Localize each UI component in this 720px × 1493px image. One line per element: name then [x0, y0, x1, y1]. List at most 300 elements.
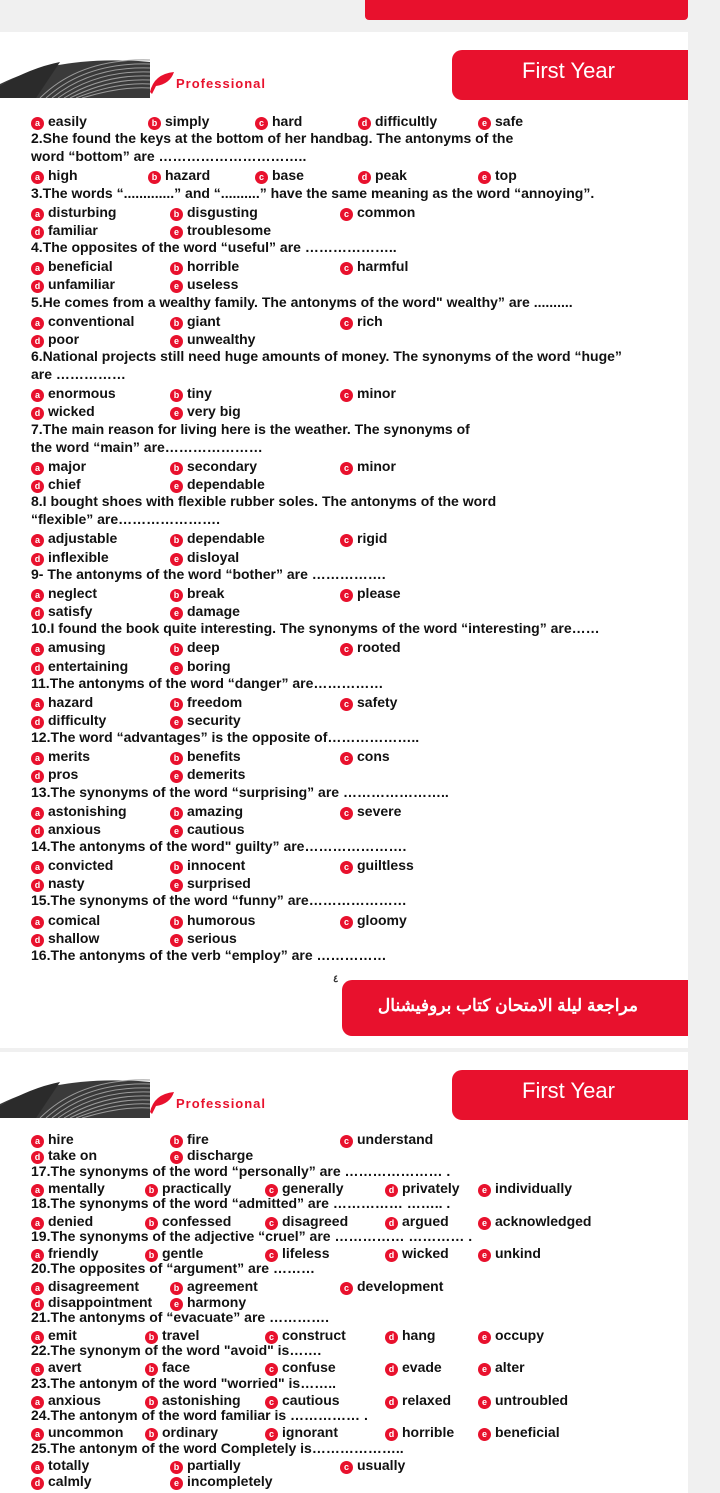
answer-option[interactable] [170, 1147, 253, 1164]
option-label: astonishing [48, 802, 127, 819]
option-label: very big [187, 403, 241, 420]
option-label: alter [495, 1359, 525, 1376]
answer-option[interactable] [170, 385, 212, 402]
answer-option[interactable] [265, 1213, 348, 1230]
option-label: minor [357, 385, 396, 402]
answer-option[interactable] [31, 1457, 89, 1474]
logo-p-icon [148, 70, 178, 101]
answer-option[interactable] [31, 875, 85, 892]
answer-option[interactable] [385, 1424, 454, 1441]
option-letter-badge: a [31, 1428, 44, 1441]
answer-option[interactable] [170, 748, 241, 765]
option-letter-badge: d [31, 1298, 44, 1311]
answer-option[interactable] [385, 1359, 442, 1376]
option-letter-badge: b [145, 1217, 158, 1230]
answer-option[interactable] [31, 204, 116, 221]
question-text: 21.The antonyms of “evacuate” are …………. [31, 1309, 329, 1326]
option-letter-badge: a [31, 171, 44, 184]
option-letter-badge: d [31, 480, 44, 493]
option-letter-badge: e [478, 1184, 491, 1197]
answer-option[interactable] [170, 530, 265, 547]
answer-option[interactable] [31, 167, 78, 184]
answer-option[interactable] [478, 1327, 544, 1344]
option-letter-badge: d [31, 1151, 44, 1164]
answer-option[interactable] [170, 639, 220, 656]
option-letter-badge: b [145, 1249, 158, 1262]
question-text: 9- The antonyms of the word “bother” are ……………. [31, 565, 386, 582]
answer-option[interactable] [385, 1392, 451, 1409]
option-letter-badge: c [265, 1217, 278, 1230]
answer-option[interactable] [170, 276, 238, 293]
answer-option[interactable] [31, 313, 134, 330]
option-letter-badge: d [385, 1363, 398, 1376]
option-letter-badge: c [340, 534, 353, 547]
option-letter-badge: a [31, 1249, 44, 1262]
answer-option[interactable] [170, 313, 220, 330]
question-text: 11.The antonyms of the word “danger” are…………… [31, 674, 384, 691]
option-label: anxious [48, 820, 101, 837]
option-label: horrible [187, 258, 240, 275]
option-letter-badge: e [170, 1477, 183, 1490]
answer-option[interactable] [170, 712, 241, 729]
option-letter-badge: b [170, 317, 183, 330]
option-label: shallow [48, 929, 100, 946]
option-letter-badge: d [31, 553, 44, 566]
option-label: disloyal [187, 548, 240, 565]
answer-option[interactable] [170, 930, 237, 947]
answer-option[interactable] [340, 639, 401, 656]
option-label: construct [282, 1326, 346, 1343]
answer-option[interactable] [145, 1424, 218, 1441]
option-letter-badge: e [170, 770, 183, 783]
option-label: comical [48, 911, 101, 928]
answer-option[interactable] [148, 167, 210, 184]
option-label: freedom [187, 693, 243, 710]
option-label: usually [357, 1457, 406, 1473]
option-letter-badge: c [265, 1363, 278, 1376]
answer-option[interactable] [31, 1473, 92, 1490]
option-letter-badge: d [31, 226, 44, 239]
answer-option[interactable] [145, 1213, 231, 1230]
option-letter-badge: b [170, 1135, 183, 1148]
answer-option[interactable] [31, 694, 93, 711]
answer-option[interactable] [340, 458, 396, 475]
answer-option[interactable] [170, 204, 258, 221]
option-label: hang [402, 1326, 436, 1343]
page-1 [0, 32, 688, 1048]
option-letter-badge: a [31, 1135, 44, 1148]
option-letter-badge: a [31, 807, 44, 820]
option-label: totally [48, 1457, 90, 1473]
option-letter-badge: a [31, 1396, 44, 1409]
option-letter-badge: c [340, 807, 353, 820]
option-letter-badge: a [31, 1363, 44, 1376]
option-letter-badge: d [385, 1331, 398, 1344]
option-letter-badge: e [170, 226, 183, 239]
answer-option[interactable] [170, 476, 265, 493]
answer-option[interactable] [31, 549, 109, 566]
option-label: disagreement [48, 1277, 140, 1294]
option-letter-badge: d [385, 1428, 398, 1441]
question-text: 13.The synonyms of the word “surprising” are ………………….. [31, 783, 449, 800]
answer-option[interactable] [31, 639, 106, 656]
answer-option[interactable] [170, 694, 242, 711]
answer-option[interactable] [340, 1457, 405, 1474]
option-letter-badge: c [340, 462, 353, 475]
answer-option[interactable] [478, 113, 523, 130]
answer-option[interactable] [31, 766, 78, 783]
answer-option[interactable] [31, 276, 115, 293]
option-label: difficultly [375, 113, 438, 129]
option-label: avert [48, 1359, 82, 1376]
option-letter-badge: b [170, 589, 183, 602]
option-label: astonishing [162, 1391, 241, 1408]
option-letter-badge: d [31, 1477, 44, 1490]
answer-option[interactable] [31, 458, 86, 475]
option-letter-badge: c [265, 1428, 278, 1441]
option-label: simply [165, 113, 210, 129]
option-label: guiltless [357, 857, 414, 874]
option-label: convicted [48, 857, 114, 874]
option-label: easily [48, 113, 87, 129]
option-label: peak [375, 167, 407, 184]
answer-option[interactable] [340, 204, 415, 221]
option-label: giant [187, 312, 221, 329]
option-label: calmly [48, 1473, 92, 1490]
answer-option[interactable] [31, 1278, 139, 1295]
option-letter-badge: e [170, 716, 183, 729]
answer-option[interactable] [170, 549, 239, 566]
option-letter-badge: d [31, 934, 44, 947]
question-text: 4.The opposites of the word “useful” are ……………….. [31, 239, 397, 256]
option-letter-badge: d [31, 607, 44, 620]
answer-option[interactable] [255, 113, 302, 130]
option-letter-badge: e [478, 117, 491, 130]
option-letter-badge: e [170, 934, 183, 947]
option-label: boring [187, 657, 231, 674]
option-label: generally [282, 1179, 344, 1196]
answer-option[interactable] [170, 912, 255, 929]
option-label: agreement [187, 1277, 258, 1294]
answer-option[interactable] [31, 930, 99, 947]
answer-option[interactable] [170, 1457, 241, 1474]
answer-option[interactable] [31, 385, 116, 402]
option-letter-badge: c [255, 171, 268, 184]
option-letter-badge: e [478, 1249, 491, 1262]
option-letter-badge: b [170, 698, 183, 711]
option-label: nasty [48, 875, 85, 892]
option-letter-badge: a [31, 117, 44, 130]
option-label: amusing [48, 639, 106, 656]
option-letter-badge: c [340, 262, 353, 275]
option-letter-badge: b [170, 752, 183, 765]
answer-option[interactable] [478, 1424, 560, 1441]
option-label: wicked [402, 1245, 449, 1262]
answer-option[interactable] [340, 748, 390, 765]
option-label: familiar [48, 221, 98, 238]
option-label: damage [187, 603, 240, 620]
option-letter-badge: c [340, 1282, 353, 1295]
option-letter-badge: e [478, 1363, 491, 1376]
option-letter-badge: c [265, 1331, 278, 1344]
option-letter-badge: d [385, 1184, 398, 1197]
option-letter-badge: b [170, 643, 183, 656]
option-label: friendly [48, 1245, 99, 1262]
option-letter-badge: b [148, 117, 161, 130]
answer-option[interactable] [145, 1359, 190, 1376]
option-label: relaxed [402, 1391, 452, 1408]
answer-option[interactable] [385, 1327, 435, 1344]
answer-option[interactable] [340, 857, 414, 874]
answer-option[interactable] [31, 1213, 93, 1230]
answer-option[interactable] [31, 658, 128, 675]
answer-option[interactable] [31, 1424, 123, 1441]
answer-option[interactable] [255, 167, 304, 184]
answer-option[interactable] [31, 222, 98, 239]
option-letter-badge: e [170, 607, 183, 620]
option-label: tiny [187, 385, 212, 402]
answer-option[interactable] [170, 458, 257, 475]
answer-option[interactable] [170, 658, 231, 675]
answer-option[interactable] [385, 1213, 449, 1230]
answer-option[interactable] [170, 766, 245, 783]
option-label: hazard [48, 693, 94, 710]
option-letter-badge: a [31, 317, 44, 330]
option-letter-badge: d [385, 1249, 398, 1262]
option-label: humorous [187, 911, 256, 928]
question-text: 16.The antonyms of the verb “employ” are …………… [31, 946, 387, 963]
option-label: mentally [48, 1179, 105, 1196]
option-label: dependable [187, 476, 265, 492]
answer-option[interactable] [478, 1213, 591, 1230]
option-label: occupy [495, 1326, 545, 1343]
option-letter-badge: b [170, 262, 183, 275]
answer-option[interactable] [170, 258, 239, 275]
logo-text: Professional [176, 1096, 267, 1111]
option-letter-badge: a [31, 589, 44, 602]
answer-option[interactable] [358, 113, 437, 130]
option-label: chief [48, 476, 81, 492]
question-text: 8.I bought shoes with flexible rubber soles. The antonyms of the word [31, 493, 497, 510]
answer-option[interactable] [170, 331, 255, 348]
option-label: beneficial [48, 258, 113, 275]
answer-option[interactable] [170, 857, 245, 874]
answer-option[interactable] [31, 803, 127, 820]
year-banner [452, 50, 688, 100]
option-label: secondary [187, 457, 258, 474]
option-label: high [48, 167, 78, 184]
option-letter-badge: a [31, 534, 44, 547]
option-label: rooted [357, 639, 401, 656]
option-label: troublesome [187, 221, 272, 238]
answer-option[interactable] [170, 403, 241, 420]
answer-option[interactable] [170, 1473, 273, 1490]
top-red-tab [365, 0, 688, 20]
option-letter-badge: e [170, 825, 183, 838]
option-label: rich [357, 312, 383, 329]
option-letter-badge: c [340, 916, 353, 929]
option-letter-badge: d [31, 280, 44, 293]
answer-option[interactable] [170, 1278, 258, 1295]
option-label: harmful [357, 258, 409, 275]
option-label: evade [402, 1359, 442, 1376]
answer-option[interactable] [31, 403, 95, 420]
answer-option[interactable] [170, 875, 251, 892]
answer-option[interactable] [31, 476, 81, 493]
answer-option[interactable] [31, 258, 113, 275]
option-letter-badge: b [170, 208, 183, 221]
answer-option[interactable] [478, 1180, 572, 1197]
option-label: amazing [187, 802, 244, 819]
answer-option[interactable] [265, 1359, 336, 1376]
option-label: disappointment [48, 1294, 153, 1310]
answer-option[interactable] [340, 1278, 443, 1295]
answer-option[interactable] [340, 803, 401, 820]
option-label: hard [272, 113, 303, 129]
option-letter-badge: a [31, 752, 44, 765]
option-letter-badge: e [478, 1217, 491, 1230]
option-label: entertaining [48, 657, 129, 674]
answer-option[interactable] [31, 530, 117, 547]
page-header [0, 32, 688, 92]
option-letter-badge: c [340, 698, 353, 711]
option-letter-badge: b [170, 861, 183, 874]
answer-option[interactable] [478, 1245, 541, 1262]
option-label: top [495, 167, 517, 184]
question-text: 17.The synonyms of the word “personally” are ………………… . [31, 1162, 451, 1179]
option-letter-badge: d [31, 770, 44, 783]
option-letter-badge: a [31, 1331, 44, 1344]
answer-option[interactable] [340, 912, 407, 929]
answer-option[interactable] [170, 603, 240, 620]
answer-option[interactable] [31, 1359, 81, 1376]
option-label: emit [48, 1326, 77, 1343]
option-label: individually [495, 1179, 573, 1196]
option-label: acknowledged [495, 1212, 592, 1229]
option-label: enormous [48, 385, 116, 402]
option-label: take on [48, 1147, 98, 1164]
answer-option[interactable] [358, 167, 407, 184]
option-label: understand [357, 1131, 434, 1147]
option-letter-badge: d [358, 171, 371, 184]
option-label: partially [187, 1457, 241, 1473]
option-label: innocent [187, 857, 246, 874]
option-letter-badge: a [31, 1461, 44, 1474]
answer-option[interactable] [31, 113, 87, 130]
option-label: satisfy [48, 603, 93, 620]
option-label: demerits [187, 766, 246, 783]
option-label: surprised [187, 875, 251, 892]
answer-option[interactable] [31, 748, 90, 765]
option-letter-badge: c [340, 861, 353, 874]
option-label: cautious [187, 820, 245, 837]
option-letter-badge: a [31, 1184, 44, 1197]
option-letter-badge: d [358, 117, 371, 130]
option-label: wicked [48, 403, 95, 420]
answer-option[interactable] [170, 803, 243, 820]
answer-option[interactable] [31, 585, 97, 602]
answer-option[interactable] [478, 1392, 568, 1409]
option-label: conventional [48, 312, 135, 329]
answer-option[interactable] [340, 1131, 433, 1148]
option-letter-badge: e [170, 480, 183, 493]
option-label: hazard [165, 167, 211, 184]
answer-option[interactable] [340, 313, 383, 330]
answer-option[interactable] [340, 585, 401, 602]
option-letter-badge: d [31, 825, 44, 838]
logo-text: Professional [176, 76, 267, 91]
answer-option[interactable] [478, 1359, 525, 1376]
option-label: ordinary [162, 1424, 219, 1441]
answer-option[interactable] [170, 222, 271, 239]
option-letter-badge: c [340, 752, 353, 765]
question-text: 23.The antonym of the word "worried" is…….. [31, 1374, 336, 1391]
option-label: safe [495, 113, 524, 129]
answer-option[interactable] [170, 821, 245, 838]
answer-option[interactable] [31, 1147, 97, 1164]
answer-option[interactable] [31, 1131, 74, 1148]
question-text: 18.The synonyms of the word “admitted” are …………… …….. . [31, 1195, 451, 1212]
question-text: are …………… [31, 366, 126, 383]
answer-option[interactable] [31, 821, 101, 838]
option-label: fire [187, 1131, 209, 1147]
option-letter-badge: d [31, 716, 44, 729]
option-letter-badge: d [31, 879, 44, 892]
answer-option[interactable] [31, 331, 79, 348]
option-letter-badge: a [31, 462, 44, 475]
option-label: deep [187, 639, 220, 656]
answer-option[interactable] [170, 1131, 209, 1148]
answer-option[interactable] [31, 712, 106, 729]
option-letter-badge: e [478, 1428, 491, 1441]
answer-option[interactable] [265, 1424, 338, 1441]
option-letter-badge: c [255, 117, 268, 130]
answer-option[interactable] [340, 694, 397, 711]
answer-option[interactable] [31, 603, 92, 620]
option-letter-badge: a [31, 916, 44, 929]
answer-option[interactable] [148, 113, 209, 130]
option-letter-badge: e [170, 1151, 183, 1164]
option-letter-badge: a [31, 389, 44, 402]
option-letter-badge: d [31, 662, 44, 675]
option-label: ignorant [282, 1424, 338, 1441]
option-label: discharge [187, 1147, 254, 1164]
page-2 [0, 1052, 688, 1493]
answer-option[interactable] [31, 857, 113, 874]
answer-option[interactable] [340, 530, 387, 547]
option-label: face [162, 1359, 191, 1376]
option-letter-badge: e [170, 280, 183, 293]
option-label: unkind [495, 1245, 541, 1262]
option-letter-badge: c [265, 1184, 278, 1197]
answer-option[interactable] [478, 167, 517, 184]
option-letter-badge: e [170, 1298, 183, 1311]
option-label: disturbing [48, 203, 117, 220]
answer-option[interactable] [340, 258, 408, 275]
option-label: practically [162, 1179, 232, 1196]
option-label: unfamiliar [48, 276, 115, 293]
option-label: break [187, 584, 225, 601]
answer-option[interactable] [385, 1245, 449, 1262]
option-letter-badge: e [170, 553, 183, 566]
answer-option[interactable] [31, 912, 100, 929]
answer-option[interactable] [340, 385, 396, 402]
answer-option[interactable] [170, 585, 224, 602]
option-letter-badge: a [31, 208, 44, 221]
year-title: First Year [522, 1078, 615, 1103]
option-letter-badge: a [31, 698, 44, 711]
question-text: 10.I found the book quite interesting. The synonyms of the word “interesting” are…… [31, 620, 600, 637]
